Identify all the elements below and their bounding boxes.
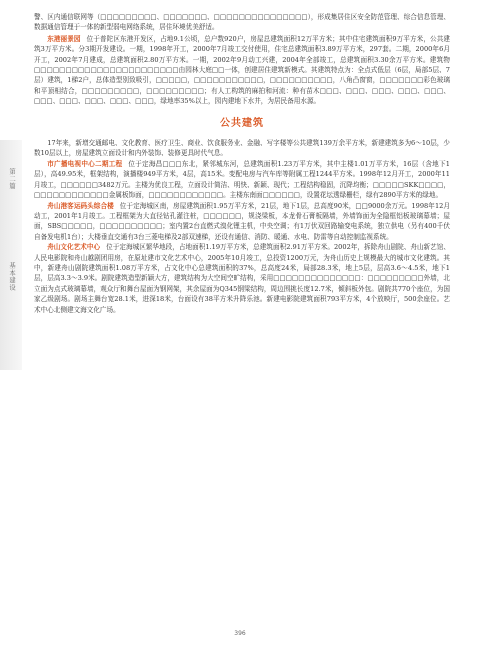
- section-intro: 17年来，新增交通邮电、文化教育、医疗卫生、商业、饮食服务业、金融、写字楼等公共建筑139万余平方米，新建建筑多为6～10层，少数10层以上，房屋建筑立面设计和内外装饰、装修更具时代气息。: [34, 139, 450, 158]
- entry-text: 位于定海昌□□□东北，紧邻城东河，总建筑面积1.23万平方米，其中主楼1.01万平方米，16层（含地下1层），高49.95米，框架结构，演播楼949平方米，4层，高15米。变配电房与汽车库等附属工程1244平方米。1998年12月开工，2000年11月竣工，□□□□□□3482万元。主楼为优良工程，立面设计简洁、明快、新颖、现代；工程结构稳固，沉降均衡；□□□□□SKK□□□□，□□□□□□□□□□□□金属板饰面，□□□□□□□□□□□□。主楼东南面□□□□□□，设置花坛透绿栅栏，绿有2890平方米的绿地。: [34, 159, 451, 200]
- entry-heading: 舟山港客运码头综合楼: [47, 201, 114, 210]
- side-chapter-label: 第二篇: [8, 168, 15, 190]
- entry-heading: 市广播电视中心二期工程: [47, 159, 123, 168]
- entry-text: 位于定海城区繁华地段，占地面积1.19万平方米，总建筑面积2.91万平方米。2002年，拆除舟山剧院、舟山新艺馆、人民电影院和舟山越剧团用房，在原址建市文化艺术中心，2005年10月竣工，总投资1200万元，为舟山历史上规模最大的城市文化建筑。其中，新建舟山剧院建筑面积1.08万平方米，占文化中心总建筑面积的37%，总高度24米，局部28.3米，地上5层，层高3.6～4.5米，地下1层，层高3.3～3.9米。剧院建筑造型新颖大方，建筑结构为大空间空旷结构，采用□□□□□□□□□□□□□□：□□□□□□□□□外墙，北立面为点式玻璃幕墙，观众厅和舞台屋面为钢网架，其余屋面为Q345钢梁结构，周边围挑长度12.7米，倾斜板外包。剧院共770个座位，为国家乙级剧场。剧场主舞台宽28.1米，进深18米，台面设有38平方米升降乐池。新建电影院建筑面积793平方米，4个放映厅，500余座位。艺术中心北侧建文海文化广场。: [34, 243, 450, 314]
- section-title: 公共建筑: [220, 117, 264, 129]
- side-section-label: 基本建设: [8, 262, 15, 292]
- entry-text: 位于定海城区南，房屋建筑面积1.95万平方米，21层，地下1层，总高度90米，□□9000余万元。1998年12月动工，2001年1月竣工。工程框架为大直径钻孔灌注桩，□□□□□□，规浇梁板，本龙骨石膏板隔墙，外墙饰面为全隐框铝板玻璃幕墙；屋面，SBS□□□□□，□□□□□□□□□□；室内置2台直燃式溴化锂主机，中央空调；有1万伏双回路输变电系统，独立供电（另有400千伏自备发电机1台）；大楼垂直交通有3台三菱电梯及2部双速梯，还设有通信、消防、暖通、水电、防雷等自动控制监视系统。: [34, 201, 450, 241]
- entry-broadcast-center: [34, 159, 450, 201]
- intro-paragraph: 警、区内通信联网等（□□□□□□□□□、□□□□□□□、□□□□□□□□□□□□□□□），形成集居住区安全防范管理、综合信息管理、数据通信管理于一体的新型弱电网络系统，居住环境优美舒适。: [34, 13, 450, 32]
- entry-donggang-lijingyuan: [34, 34, 450, 107]
- page-number: 396: [234, 630, 246, 637]
- entry-text: 位于普陀区东港开发区，占地9.1公顷，总户数920户，房屋总建筑面积12万平方米；其中住宅建筑面积9万平方米，公共建筑3万平方米。分3期开发建设。一期，1998年开工，2000年7月竣工交付使用，住宅总建筑面积3.89万平方米，297套。二期，2000年6月开工，2002年7月建成，总建筑面积2.80万平方米。一期，2002年9月动工兴建，2004年全部竣工，总建筑面积3.30余万平方米。建筑物□□□□□□□□□□□□□□□□□□□□□□□由园林大庭□□一体，创建居住建筑新模式。其建筑特点为：全点式低层（6层，局部5层、7层）建筑，1梯2户，总体造型别致吸引，□□□□□，□□□□□□□□□□□，□□□□□□□□□□，八角凸窗窗，□□□□□□□彩色玻璃和平顶相结合，□□□□□□□□□，□□□□□□□□□；有人工构筑的麻拍和河流：种有苗木□□□、□□□、□□□、□□□、□□□、□□□、□□□、□□□、□□□、□□□，绿地率35%以上，园内建地下水井，为居民备用水源。: [34, 34, 451, 106]
- entry-culture-arts-center: [34, 242, 450, 315]
- entry-passenger-terminal: [34, 201, 450, 243]
- entry-heading: 东港丽景园: [47, 34, 81, 43]
- entry-heading: 舟山文化艺术中心: [47, 243, 101, 252]
- page-content: [34, 12, 450, 315]
